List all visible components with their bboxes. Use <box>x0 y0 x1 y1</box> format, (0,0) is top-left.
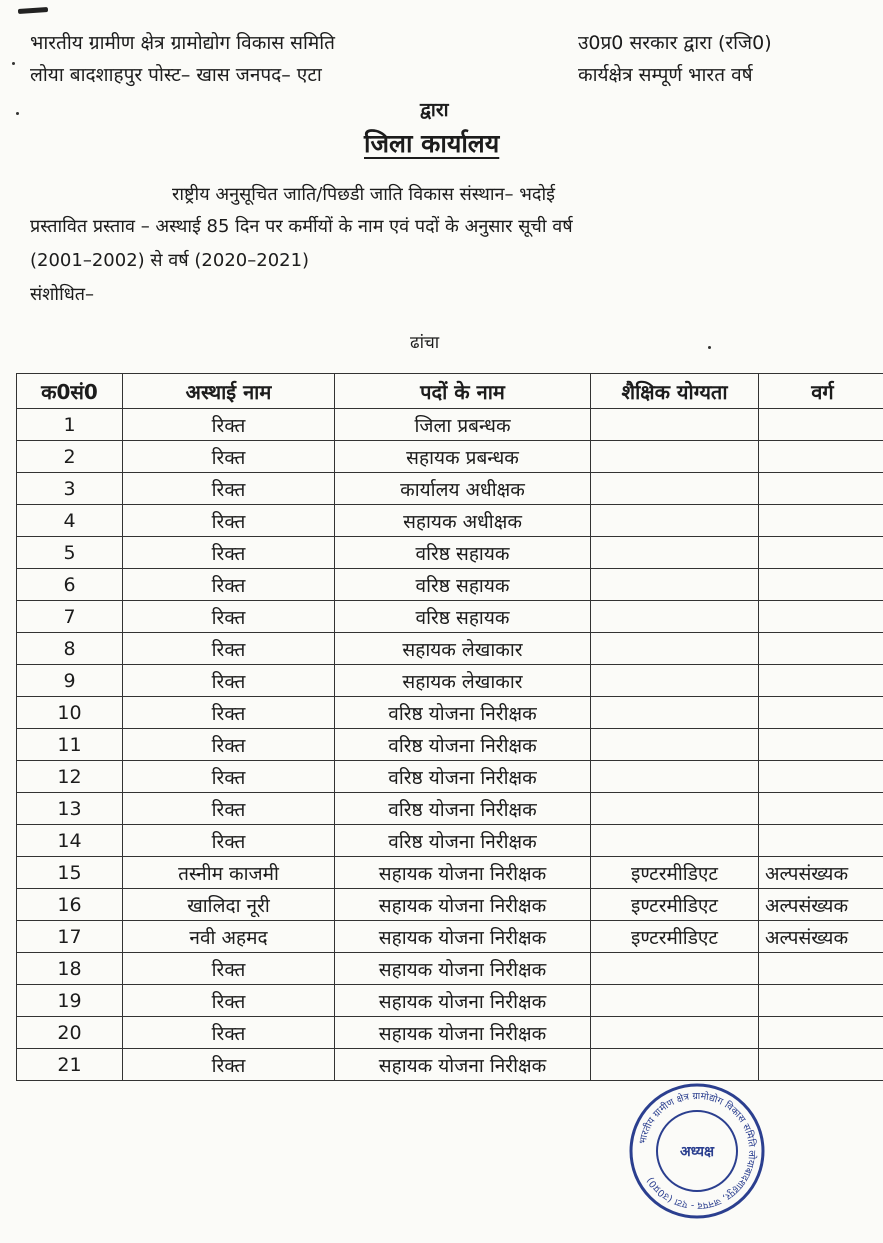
cell-temp-name: रिक्त <box>123 761 335 793</box>
cell-category <box>759 793 883 825</box>
cell-serial: 20 <box>17 1017 123 1049</box>
cell-qualification <box>591 633 759 665</box>
cell-serial: 5 <box>17 537 123 569</box>
proposal-line-2: (2001–2002) से वर्ष (2020–2021) <box>30 250 310 271</box>
cell-temp-name: नवी अहमद <box>123 921 335 953</box>
cell-temp-name: खालिदा नूरी <box>123 889 335 921</box>
cell-qualification <box>591 665 759 697</box>
cell-post-name: वरिष्ठ सहायक <box>335 537 591 569</box>
pen-mark <box>18 7 48 14</box>
cell-temp-name: रिक्त <box>123 505 335 537</box>
table-row <box>17 1049 883 1081</box>
cell-qualification <box>591 505 759 537</box>
cell-temp-name: रिक्त <box>123 665 335 697</box>
scope: कार्यक्षेत्र सम्पूर्ण भारत वर्ष <box>578 64 753 86</box>
cell-qualification <box>591 697 759 729</box>
cell-serial: 3 <box>17 473 123 505</box>
cell-post-name: वरिष्ठ योजना निरीक्षक <box>335 761 591 793</box>
cell-category <box>759 985 883 1017</box>
cell-temp-name: तस्नीम काजमी <box>123 857 335 889</box>
cell-category <box>759 665 883 697</box>
cell-qualification <box>591 569 759 601</box>
cell-post-name: सहायक योजना निरीक्षक <box>335 857 591 889</box>
cell-serial: 18 <box>17 953 123 985</box>
cell-category <box>759 473 883 505</box>
table-header-row <box>17 374 883 409</box>
table-row <box>17 825 883 857</box>
cell-qualification <box>591 729 759 761</box>
cell-serial: 10 <box>17 697 123 729</box>
cell-qualification <box>591 473 759 505</box>
cell-temp-name: रिक्त <box>123 633 335 665</box>
cell-category <box>759 953 883 985</box>
cell-serial: 9 <box>17 665 123 697</box>
cell-temp-name: रिक्त <box>123 825 335 857</box>
cell-post-name: सहायक योजना निरीक्षक <box>335 1017 591 1049</box>
cell-post-name: वरिष्ठ योजना निरीक्षक <box>335 697 591 729</box>
registration: उ0प्र0 सरकार द्वारा (रजि0) <box>578 32 772 54</box>
table-row <box>17 441 883 473</box>
table-row <box>17 601 883 633</box>
col-header-serial: क0सं0 <box>17 374 123 409</box>
cell-qualification: इण्टरमीडिएट <box>591 857 759 889</box>
col-header-temp-name: अस्थाई नाम <box>123 374 335 409</box>
cell-qualification <box>591 985 759 1017</box>
cell-post-name: वरिष्ठ योजना निरीक्षक <box>335 729 591 761</box>
cell-category: अल्पसंख्यक <box>759 889 883 921</box>
cell-serial: 12 <box>17 761 123 793</box>
cell-post-name: सहायक योजना निरीक्षक <box>335 889 591 921</box>
cell-category <box>759 825 883 857</box>
table-row <box>17 889 883 921</box>
cell-qualification <box>591 1049 759 1081</box>
cell-temp-name: रिक्त <box>123 1017 335 1049</box>
cell-serial: 19 <box>17 985 123 1017</box>
cell-qualification: इण्टरमीडिएट <box>591 921 759 953</box>
cell-post-name: सहायक योजना निरीक्षक <box>335 953 591 985</box>
cell-serial: 15 <box>17 857 123 889</box>
table-row <box>17 729 883 761</box>
cell-serial: 6 <box>17 569 123 601</box>
proposal-line-1: प्रस्तावित प्रस्ताव – अस्थाई 85 दिन पर कर्मीयों के नाम एवं पदों के अनुसार सूची वर्ष <box>30 216 573 237</box>
col-header-category: वर्ग <box>759 374 883 409</box>
cell-serial: 14 <box>17 825 123 857</box>
cell-temp-name: रिक्त <box>123 473 335 505</box>
office-title: जिला कार्यालय <box>364 129 500 158</box>
table-row <box>17 409 883 441</box>
cell-post-name: सहायक योजना निरीक्षक <box>335 985 591 1017</box>
table-row <box>17 473 883 505</box>
table-row <box>17 761 883 793</box>
cell-temp-name: रिक्त <box>123 793 335 825</box>
cell-serial: 2 <box>17 441 123 473</box>
cell-serial: 17 <box>17 921 123 953</box>
cell-category <box>759 569 883 601</box>
cell-temp-name: रिक्त <box>123 729 335 761</box>
table-row <box>17 1017 883 1049</box>
staff-table <box>16 373 883 1081</box>
cell-temp-name: रिक्त <box>123 441 335 473</box>
cell-qualification: इण्टरमीडिएट <box>591 889 759 921</box>
speck <box>12 62 15 65</box>
org-name: भारतीय ग्रामीण क्षेत्र ग्रामोद्योग विकास समिति <box>30 32 336 54</box>
seal-ring-text: भारतीय ग्रामीण क्षेत्र ग्रामोद्योग विकास समिति लोयाबादशाहपुर, जनपद - एटा (उ0प्र0) <box>637 1090 758 1212</box>
seal-center-text: अध्यक्ष <box>679 1144 715 1160</box>
cell-serial: 7 <box>17 601 123 633</box>
cell-qualification <box>591 761 759 793</box>
cell-post-name: वरिष्ठ योजना निरीक्षक <box>335 793 591 825</box>
table-body <box>17 409 883 1081</box>
table-row <box>17 569 883 601</box>
cell-qualification <box>591 441 759 473</box>
cell-serial: 16 <box>17 889 123 921</box>
cell-category <box>759 441 883 473</box>
cell-category <box>759 505 883 537</box>
cell-category <box>759 697 883 729</box>
cell-serial: 11 <box>17 729 123 761</box>
table-row <box>17 953 883 985</box>
cell-category <box>759 729 883 761</box>
cell-serial: 13 <box>17 793 123 825</box>
cell-post-name: जिला प्रबन्धक <box>335 409 591 441</box>
cell-temp-name: रिक्त <box>123 601 335 633</box>
col-header-post-name: पदों के नाम <box>335 374 591 409</box>
structure-label: ढांचा <box>410 333 440 353</box>
cell-temp-name: रिक्त <box>123 537 335 569</box>
cell-qualification <box>591 409 759 441</box>
cell-qualification <box>591 793 759 825</box>
amended-label: संशोधित– <box>30 284 95 305</box>
table-row <box>17 633 883 665</box>
speck <box>708 346 711 349</box>
cell-post-name: सहायक योजना निरीक्षक <box>335 1049 591 1081</box>
table-row <box>17 697 883 729</box>
cell-qualification <box>591 1017 759 1049</box>
via-label: द्वारा <box>420 99 449 121</box>
cell-category <box>759 537 883 569</box>
table-row <box>17 985 883 1017</box>
president-seal <box>628 1082 766 1220</box>
table-row <box>17 665 883 697</box>
institute-line: राष्ट्रीय अनुसूचित जाति/पिछडी जाति विकास संस्थान– भदोई <box>172 184 555 205</box>
cell-category <box>759 409 883 441</box>
cell-post-name: वरिष्ठ सहायक <box>335 601 591 633</box>
cell-category <box>759 761 883 793</box>
cell-temp-name: रिक्त <box>123 1049 335 1081</box>
cell-temp-name: रिक्त <box>123 697 335 729</box>
speck <box>16 112 19 115</box>
cell-qualification <box>591 825 759 857</box>
table-row <box>17 505 883 537</box>
cell-serial: 8 <box>17 633 123 665</box>
cell-temp-name: रिक्त <box>123 953 335 985</box>
org-address: लोया बादशाहपुर पोस्ट– खास जनपद– एटा <box>30 64 322 86</box>
cell-post-name: सहायक लेखाकार <box>335 665 591 697</box>
cell-serial: 1 <box>17 409 123 441</box>
cell-serial: 21 <box>17 1049 123 1081</box>
table-row <box>17 921 883 953</box>
cell-category <box>759 1017 883 1049</box>
cell-post-name: सहायक योजना निरीक्षक <box>335 921 591 953</box>
cell-post-name: वरिष्ठ सहायक <box>335 569 591 601</box>
col-header-qualification: शैक्षिक योग्यता <box>591 374 759 409</box>
cell-category: अल्पसंख्यक <box>759 921 883 953</box>
table-row <box>17 537 883 569</box>
cell-category <box>759 633 883 665</box>
cell-temp-name: रिक्त <box>123 985 335 1017</box>
cell-category <box>759 601 883 633</box>
cell-serial: 4 <box>17 505 123 537</box>
cell-temp-name: रिक्त <box>123 569 335 601</box>
cell-post-name: सहायक अधीक्षक <box>335 505 591 537</box>
cell-post-name: कार्यालय अधीक्षक <box>335 473 591 505</box>
cell-post-name: सहायक लेखाकार <box>335 633 591 665</box>
cell-qualification <box>591 537 759 569</box>
cell-category: अल्पसंख्यक <box>759 857 883 889</box>
table-row <box>17 857 883 889</box>
cell-category <box>759 1049 883 1081</box>
cell-post-name: सहायक प्रबन्धक <box>335 441 591 473</box>
cell-temp-name: रिक्त <box>123 409 335 441</box>
cell-post-name: वरिष्ठ योजना निरीक्षक <box>335 825 591 857</box>
table-row <box>17 793 883 825</box>
cell-qualification <box>591 953 759 985</box>
cell-qualification <box>591 601 759 633</box>
